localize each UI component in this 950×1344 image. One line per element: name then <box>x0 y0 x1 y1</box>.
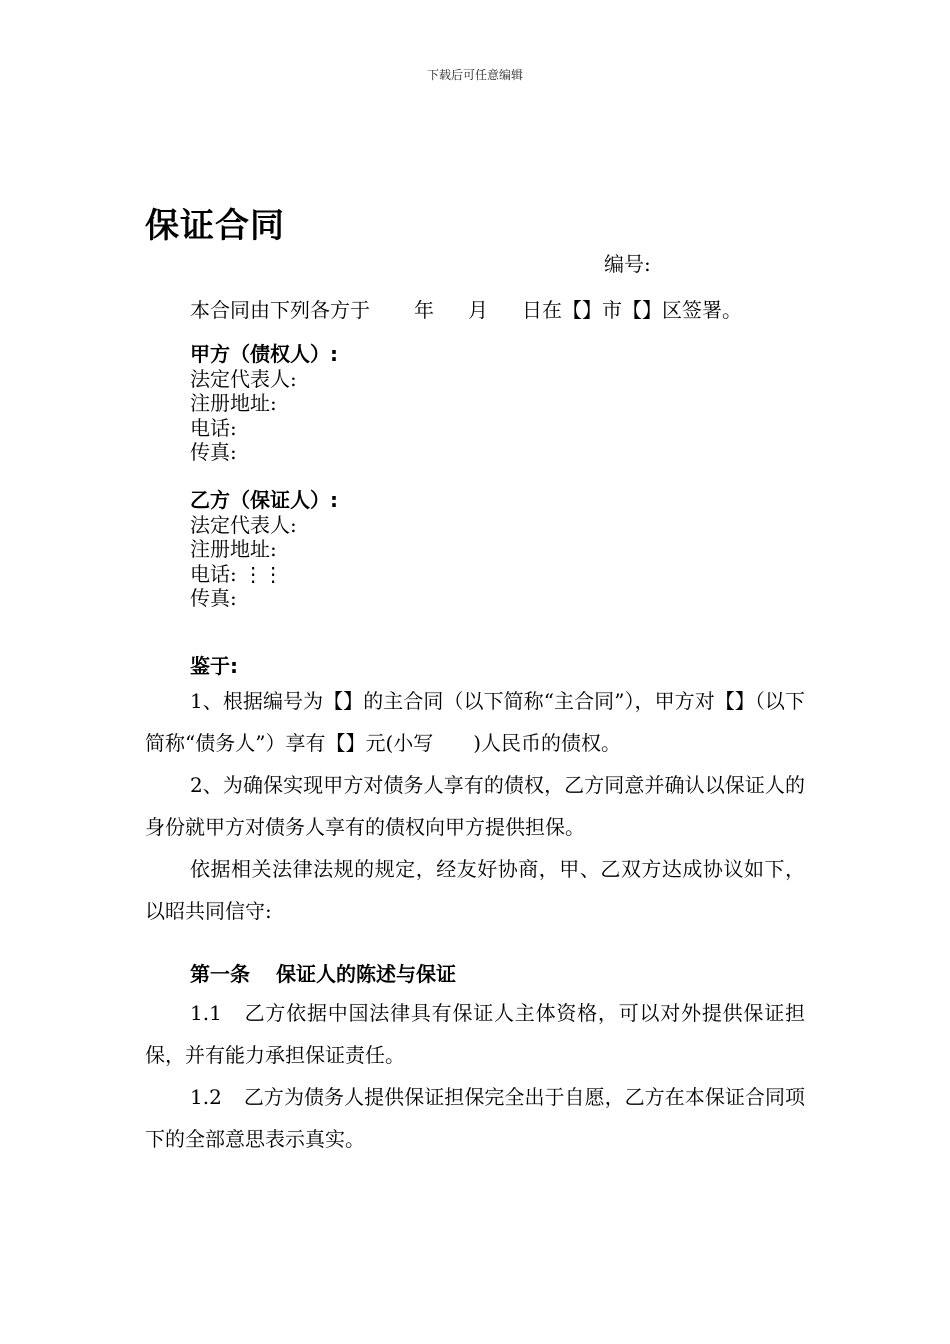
party-a-representative: 法定代表人: <box>190 366 297 391</box>
document-title: 保证合同 <box>145 206 285 246</box>
party-b-representative: 法定代表人: <box>190 512 297 537</box>
item-1-1-text: 乙方依据中国法律具有保证人主体资格，可以对外提供保证担保，并有能力承担保证责任。 <box>145 1001 805 1067</box>
item-1-2-number: 1.2 <box>190 1085 222 1109</box>
article-1-item-1 <box>145 992 805 1076</box>
party-b-fax: 传真: <box>190 586 237 610</box>
party-a-block <box>190 342 338 465</box>
intro-year: 年 <box>414 298 434 322</box>
party-a-address: 注册地址: <box>190 391 277 415</box>
intro-part2: 日在【】市【】区签署。 <box>522 298 742 322</box>
intro-month: 月 <box>468 298 488 322</box>
intro-line <box>190 294 742 323</box>
party-a-phone: 电话: <box>190 415 237 440</box>
item-1-1-number: 1.1 <box>190 1001 222 1025</box>
article-1-title: 保证人的陈述与保证 <box>276 962 456 986</box>
party-b-phone: 电话: ⋮⋮ <box>190 561 284 586</box>
party-a-fax: 传真: <box>190 440 237 464</box>
intro-part1: 本合同由下列各方于 <box>190 298 370 322</box>
whereas-paragraph-2: 2、为确保实现甲方对债务人享有的债权，乙方同意并确认以保证人的身份就甲方对债务人享有的债权向甲方提供担保。 <box>145 773 805 839</box>
whereas-heading: 鉴于: <box>190 654 238 678</box>
party-b-heading: 乙方（保证人）: <box>190 488 338 512</box>
article-1-label: 第一条 <box>190 962 250 986</box>
contract-number-label: 编号: <box>604 252 651 276</box>
whereas-paragraph-1: 1、根据编号为【】的主合同（以下简称“主合同”），甲方对【】（以下简称“债务人”）享有【】元(小写 )人民币的债权。 <box>145 689 805 755</box>
article-1-item-2 <box>145 1076 805 1160</box>
article-1-heading <box>190 958 456 987</box>
party-a-heading: 甲方（债权人）: <box>190 342 338 366</box>
item-1-2-text: 乙方为债务人提供保证担保完全出于自愿，乙方在本保证合同项下的全部意思表示真实。 <box>145 1085 805 1151</box>
party-b-block <box>190 488 338 611</box>
party-b-address: 注册地址: <box>190 537 277 561</box>
agreement-paragraph: 依据相关法律法规的规定，经友好协商，甲、乙双方达成协议如下，以昭共同信守: <box>145 857 805 923</box>
header-note: 下载后可任意编辑 <box>426 68 523 82</box>
